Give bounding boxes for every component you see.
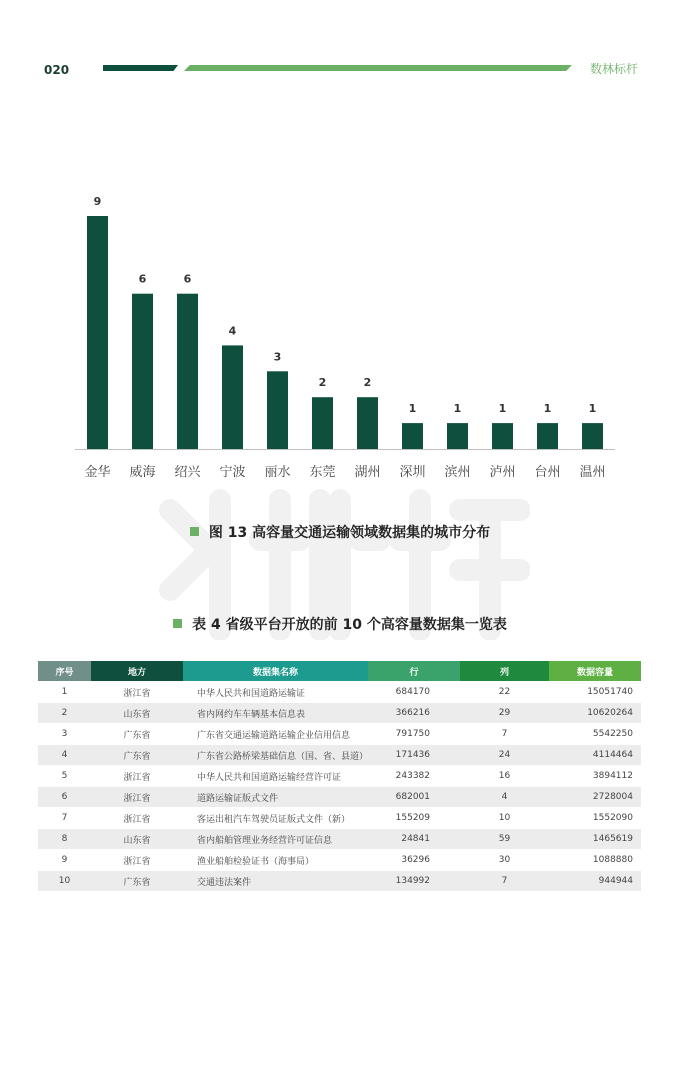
- cell-cols: 59: [460, 829, 549, 849]
- cell-rows: 36296: [368, 850, 460, 870]
- table-row: [38, 871, 641, 891]
- city-distribution-chart: [0, 0, 680, 500]
- cell-dataset-name: 渔业船舶检验证书（海事局）: [183, 850, 368, 870]
- cell-cols: 16: [460, 766, 549, 786]
- table-caption-text: 表 4 省级平台开放的前 10 个高容量数据集一览表: [192, 617, 507, 633]
- cell-cols: 7: [460, 724, 549, 744]
- cell-region: 浙江省: [91, 766, 183, 786]
- bar-value-label: 3: [273, 350, 282, 364]
- bar-11: [582, 423, 603, 449]
- cell-index: 1: [38, 682, 91, 702]
- bar-value-label: 1: [588, 402, 597, 416]
- cell-size: 15051740: [549, 682, 641, 702]
- cell-index: 5: [38, 766, 91, 786]
- figure-caption: [0, 522, 680, 542]
- bar-value-label: 1: [453, 402, 462, 416]
- category-label: 威海: [129, 465, 156, 480]
- category-label: 东莞: [309, 465, 336, 480]
- cell-rows: 134992: [368, 871, 460, 891]
- bar-4: [267, 371, 288, 449]
- bar-6: [357, 397, 378, 449]
- dataset-table: [38, 660, 641, 892]
- cell-index: 7: [38, 808, 91, 828]
- bar-5: [312, 397, 333, 449]
- bar-3: [222, 345, 243, 449]
- bar-8: [447, 423, 468, 449]
- header-brand: 数林标杆: [590, 62, 639, 76]
- cell-index: 8: [38, 829, 91, 849]
- bar-value-label: 2: [363, 376, 372, 390]
- category-label: 台州: [534, 465, 561, 480]
- table-row: [38, 724, 641, 744]
- category-label: 丽水: [264, 465, 291, 480]
- table-row: [38, 682, 641, 702]
- table-row: [38, 787, 641, 807]
- cell-region: 广东省: [91, 724, 183, 744]
- cell-dataset-name: 道路运输证版式文件: [183, 787, 368, 807]
- category-label: 绍兴: [174, 465, 201, 480]
- cell-cols: 29: [460, 703, 549, 723]
- cell-size: 2728004: [549, 787, 641, 807]
- caption-square-icon: [173, 619, 182, 628]
- cell-size: 3894112: [549, 766, 641, 786]
- table-row: [38, 829, 641, 849]
- col-header-size: 数据容量: [549, 661, 641, 681]
- bar-7: [402, 423, 423, 449]
- cell-cols: 4: [460, 787, 549, 807]
- cell-index: 10: [38, 871, 91, 891]
- cell-size: 4114464: [549, 745, 641, 765]
- table-row: [38, 703, 641, 723]
- cell-index: 9: [38, 850, 91, 870]
- cell-rows: 155209: [368, 808, 460, 828]
- bar-value-label: 1: [543, 402, 552, 416]
- cell-rows: 24841: [368, 829, 460, 849]
- cell-rows: 243382: [368, 766, 460, 786]
- bar-value-label: 1: [408, 402, 417, 416]
- cell-region: 浙江省: [91, 682, 183, 702]
- cell-cols: 10: [460, 808, 549, 828]
- table-row: [38, 745, 641, 765]
- col-header-dataset-name: 数据集名称: [183, 661, 368, 681]
- bar-value-label: 9: [93, 195, 102, 208]
- bar-value-label: 6: [138, 272, 147, 286]
- category-label: 温州: [579, 465, 606, 480]
- table-row: [38, 850, 641, 870]
- cell-size: 10620264: [549, 703, 641, 723]
- bar-10: [537, 423, 558, 449]
- table-row: [38, 808, 641, 828]
- cell-index: 4: [38, 745, 91, 765]
- cell-size: 1552090: [549, 808, 641, 828]
- category-label: 滨州: [444, 465, 471, 480]
- figure-caption-text: 图 13 高容量交通运输领域数据集的城市分布: [208, 525, 491, 541]
- cell-cols: 30: [460, 850, 549, 870]
- cell-index: 2: [38, 703, 91, 723]
- cell-region: 山东省: [91, 703, 183, 723]
- bar-value-label: 2: [318, 376, 327, 390]
- cell-size: 1465619: [549, 829, 641, 849]
- table-row: [38, 766, 641, 786]
- cell-rows: 171436: [368, 745, 460, 765]
- cell-region: 广东省: [91, 871, 183, 891]
- bar-0: [87, 216, 108, 449]
- cell-region: 广东省: [91, 745, 183, 765]
- cell-dataset-name: 广东省公路桥梁基础信息（国、省、县道）: [183, 745, 368, 765]
- cell-dataset-name: 中华人民共和国道路运输经营许可证: [183, 766, 368, 786]
- bar-value-label: 1: [498, 402, 507, 416]
- col-header-index: 序号: [38, 661, 91, 681]
- bar-value-label: 6: [183, 272, 192, 286]
- cell-size: 944944: [549, 871, 641, 891]
- cell-dataset-name: 省内船舶管理业务经营许可证信息: [183, 829, 368, 849]
- category-label: 金华: [84, 465, 111, 480]
- cell-dataset-name: 省内网约车车辆基本信息表: [183, 703, 368, 723]
- cell-index: 6: [38, 787, 91, 807]
- cell-size: 1088880: [549, 850, 641, 870]
- caption-square-icon: [190, 527, 199, 536]
- cell-rows: 682001: [368, 787, 460, 807]
- bar-1: [132, 294, 153, 449]
- col-header-rows: 行: [368, 661, 460, 681]
- cell-rows: 366216: [368, 703, 460, 723]
- cell-dataset-name: 客运出租汽车驾驶员证版式文件（新）: [183, 808, 368, 828]
- col-header-region: 地方: [91, 661, 183, 681]
- category-label: 深圳: [399, 465, 426, 480]
- cell-region: 山东省: [91, 829, 183, 849]
- table-header-row: [38, 661, 641, 681]
- page-number: 020: [44, 63, 70, 77]
- cell-region: 浙江省: [91, 808, 183, 828]
- category-label: 湖州: [354, 465, 381, 480]
- col-header-cols: 列: [460, 661, 549, 681]
- cell-region: 浙江省: [91, 787, 183, 807]
- bar-value-label: 4: [228, 324, 237, 338]
- cell-cols: 24: [460, 745, 549, 765]
- cell-region: 浙江省: [91, 850, 183, 870]
- bar-2: [177, 294, 198, 449]
- cell-dataset-name: 交通违法案件: [183, 871, 368, 891]
- cell-cols: 22: [460, 682, 549, 702]
- cell-index: 3: [38, 724, 91, 744]
- cell-dataset-name: 中华人民共和国道路运输证: [183, 682, 368, 702]
- cell-dataset-name: 广东省交通运输道路运输企业信用信息: [183, 724, 368, 744]
- cell-size: 5542250: [549, 724, 641, 744]
- bar-9: [492, 423, 513, 449]
- category-label: 泸州: [489, 465, 516, 480]
- cell-rows: 791750: [368, 724, 460, 744]
- cell-rows: 684170: [368, 682, 460, 702]
- category-label: 宁波: [219, 465, 246, 480]
- table-caption: [0, 614, 680, 634]
- cell-cols: 7: [460, 871, 549, 891]
